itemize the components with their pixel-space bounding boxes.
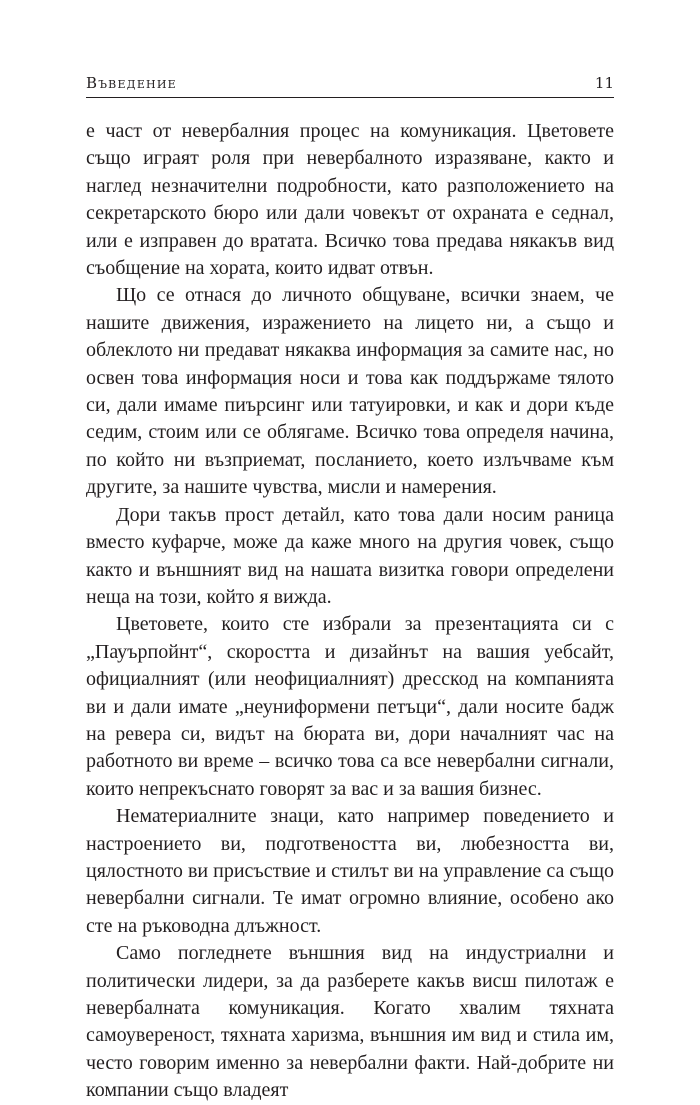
paragraph-3: Дори такъв прост детайл, като това дали носим раница вместо куфарче, може да каже много на другия човек, също както и външният вид на нашата визитка говори определени неща на този, който я вижда. [86, 503, 614, 608]
paragraph-2: Що се отнася до личното общуване, всички знаем, че нашите движения, изражението на лицето ни, а също и облеклото ни предават някаква информация за самите нас, но освен това информация носи и това как поддържаме тялото си, дали имаме пиърсинг или татуировки, и как и дори къде седим, стоим или се облягаме. Всичко това определя начина, по който ни възприемат, посланието, което излъчваме към другите, за нашите чувства, мисли и намерения. [86, 284, 614, 499]
running-head [86, 72, 614, 96]
paragraph-1: е част от невербалния процес на комуникация. Цветовете също играят роля при невербалното изразяване, както и наглед незначителни подробности, като разположението на секретарското бюро или дали човекът от охраната е седнал, или е изправен до вратата. Всичко това предава някакъв вид съобщение на хората, които идват отвън. [86, 120, 614, 280]
page-number: 11 [594, 74, 614, 92]
body-text [86, 118, 614, 1105]
paragraph-6: Само погледнете външния вид на индустриални и политически лидери, за да разберете какъв висш пилотаж е невербалната комуникация. Когато хвалим тяхната самоувереност, тяхната харизма, външния им вид и стила им, често говорим именно за невербални факти. Най-добрите ни компании също владеят [86, 942, 614, 1102]
section-title: Въведение [86, 74, 177, 92]
paragraph-5: Нематериалните знаци, като например поведението и настроението ви, подготвеността ви, любезността ви, цялостното ви присъствие и стилът ви на управление са също невербални сигнали. Те имат огромно влияние, особено ако сте на ръководна длъжност. [86, 805, 614, 937]
header-rule [86, 97, 614, 98]
paragraph-4: Цветовете, които сте избрали за презентацията си с „Пауърпойнт“, скоростта и дизайнът на вашия уебсайт, официалният (или неофициалният) дресскод на компанията ви и дали имате „неуниформени петъци“, дали носите бадж на ревера си, видът на бюрата ви, дори началният час на работното ви време – всичко това са все невербални сигнали, които непрекъснато говорят за вас и за вашия бизнес. [86, 613, 614, 800]
